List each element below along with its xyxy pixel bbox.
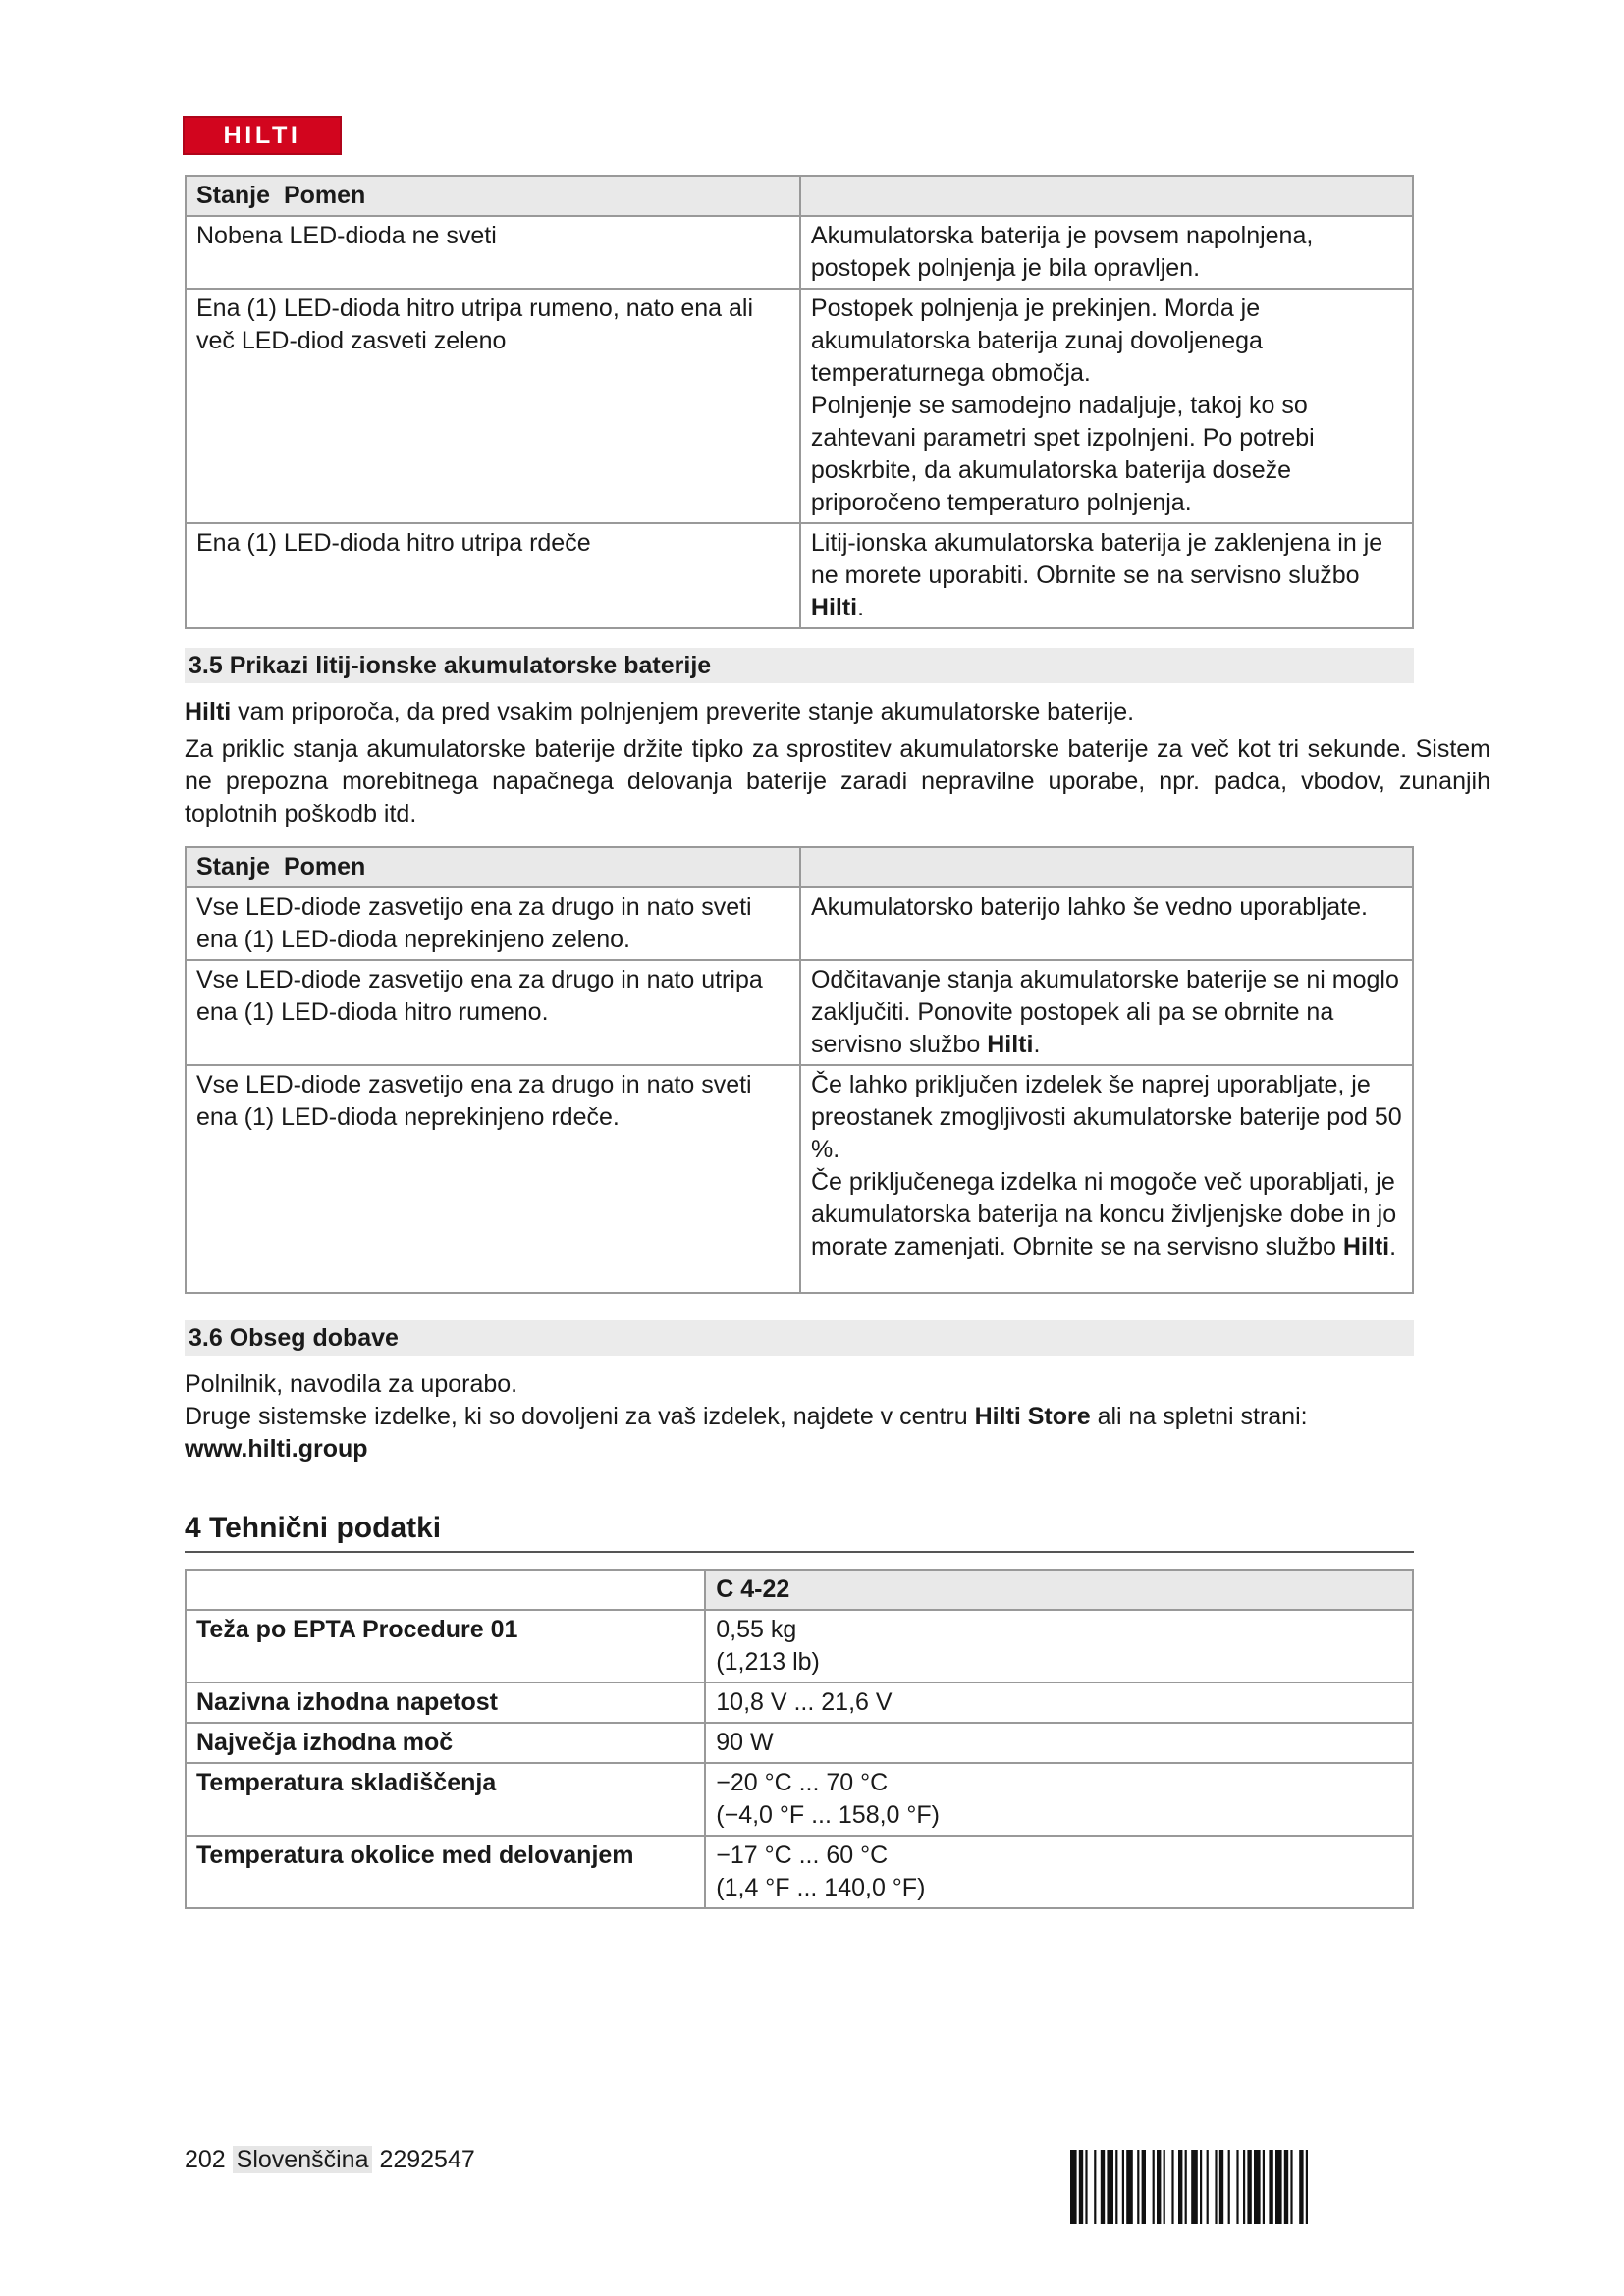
header-cell xyxy=(186,176,800,216)
barcode-bar xyxy=(1191,2150,1198,2224)
header-state: Stanje xyxy=(196,853,271,881)
barcode-bar xyxy=(1219,2150,1223,2224)
meaning-text-2: Polnjenje se samodejno nadaljuje, takoj ko so zahtevani parametri spet izpolnjeni. Po potrebi poskrbite, da akumulatorska baterija doseže priporočeno temperaturo polnjenja. xyxy=(810,392,1315,516)
header-state: Stanje xyxy=(196,182,271,209)
spec-value-imperial: (1,4 °F ... 140,0 °F) xyxy=(716,1874,926,1901)
barcode-bar xyxy=(1079,2150,1083,2224)
barcode xyxy=(1070,2150,1410,2224)
barcode-bar xyxy=(1243,2150,1245,2224)
model-header: C 4-22 xyxy=(705,1570,1413,1610)
barcode-bar xyxy=(1115,2150,1117,2224)
punct: . xyxy=(1389,1233,1397,1260)
brand-name: Hilti xyxy=(987,1031,1034,1058)
header-meaning: Pomen xyxy=(283,182,366,209)
barcode-bar xyxy=(1101,2150,1105,2224)
spec-value: 90 W xyxy=(705,1723,1413,1763)
paragraph xyxy=(185,1401,1414,1466)
spec-value xyxy=(705,1836,1413,1908)
barcode-bar xyxy=(1185,2150,1187,2224)
spec-value-metric: 0,55 kg xyxy=(716,1616,797,1643)
table-row xyxy=(186,1763,1413,1836)
table-header xyxy=(186,847,1413,887)
table-row xyxy=(186,289,1413,523)
barcode-bar xyxy=(1200,2150,1202,2224)
table-row xyxy=(186,216,1413,289)
meaning-cell xyxy=(800,960,1413,1065)
barcode-bar xyxy=(1263,2150,1265,2224)
spec-label: Temperatura okolice med delovanjem xyxy=(186,1836,705,1908)
header-cell-empty xyxy=(800,847,1413,887)
spec-label: Nazivna izhodna napetost xyxy=(186,1682,705,1723)
table-row xyxy=(186,523,1413,628)
state-cell: Vse LED-diode zasvetijo ena za drugo in nato sveti ena (1) LED-dioda neprekinjeno zeleno. xyxy=(186,887,800,960)
barcode-bar xyxy=(1094,2150,1096,2224)
meaning-cell: Akumulatorsko baterijo lahko še vedno uporabljate. xyxy=(800,887,1413,960)
footer-language: Slovenščina xyxy=(233,2146,373,2173)
hilti-logo-mark xyxy=(185,118,340,153)
barcode-bar xyxy=(1254,2150,1261,2224)
store-name: Hilti Store xyxy=(974,1403,1091,1430)
barcode-bar xyxy=(1178,2150,1182,2224)
barcode-bar xyxy=(1290,2150,1292,2224)
meaning-cell xyxy=(800,523,1413,628)
barcode-bar xyxy=(1171,2150,1173,2224)
barcode-bar xyxy=(1157,2150,1161,2224)
brand-name: Hilti xyxy=(1342,1233,1390,1260)
header-cell-empty xyxy=(186,1570,705,1610)
brand-name: Hilti xyxy=(810,594,858,621)
chapter-heading-4: 4 Tehnični podatki xyxy=(185,1508,1414,1553)
barcode-bar xyxy=(1299,2150,1303,2224)
barcode-bar xyxy=(1247,2150,1251,2224)
spec-value xyxy=(705,1610,1413,1682)
table-header xyxy=(186,176,1413,216)
table-row xyxy=(186,887,1413,960)
barcode-bar xyxy=(1153,2150,1155,2224)
spec-value-imperial: (1,213 lb) xyxy=(716,1648,820,1676)
paragraph: Za priklic stanja akumulatorske baterije držite tipko za sprostitev akumulatorske baterije za več kot tri sekunde. Sistem ne prepozna morebitnega napačnega delovanja baterije zaradi nepravilne uporabe, npr. padca, vbodov, zunanjih toplotnih poškodb itd. xyxy=(185,735,1490,828)
paragraph-text: vam priporoča, da pred vsakim polnjenjem preverite stanje akumulatorske baterije. xyxy=(231,698,1135,725)
table-row xyxy=(186,1682,1413,1723)
barcode-bar xyxy=(1207,2150,1209,2224)
state-cell: Ena (1) LED-dioda hitro utripa rdeče xyxy=(186,523,800,628)
section-heading-3-6: 3.6 Obseg dobave xyxy=(185,1320,1414,1356)
paragraph-text: ali na spletni strani: xyxy=(1090,1403,1308,1430)
table-row xyxy=(186,1610,1413,1682)
spec-label: Največja izhodna moč xyxy=(186,1723,705,1763)
website-link[interactable]: www.hilti.group xyxy=(185,1435,368,1463)
paragraph-text: Druge sistemske izdelke, ki so dovoljeni za vaš izdelek, najdete v centru xyxy=(185,1403,975,1430)
header-meaning: Pomen xyxy=(283,853,366,881)
page-footer xyxy=(185,2143,475,2176)
led-status-table-1 xyxy=(185,175,1414,629)
barcode-bar xyxy=(1269,2150,1272,2224)
meaning-text-2 xyxy=(811,1166,1402,1263)
spec-value: 10,8 V ... 21,6 V xyxy=(705,1682,1413,1723)
meaning-cell: Akumulatorska baterija je povsem napolnjena, postopek polnjenja je bila opravljen. xyxy=(800,216,1413,289)
table-row xyxy=(186,960,1413,1065)
barcode-bar xyxy=(1142,2150,1146,2224)
state-cell: Ena (1) LED-dioda hitro utripa rumeno, nato ena ali več LED-diod zasveti zeleno xyxy=(186,289,800,523)
barcode-bar xyxy=(1107,2150,1113,2224)
hilti-logo xyxy=(183,116,342,155)
barcode-bar xyxy=(1122,2150,1124,2224)
document-number: 2292547 xyxy=(379,2146,475,2173)
spec-label: Teža po EPTA Procedure 01 xyxy=(186,1610,705,1682)
barcode-bar xyxy=(1137,2150,1139,2224)
spec-label: Temperatura skladiščenja xyxy=(186,1763,705,1836)
paragraph xyxy=(185,696,1500,728)
header-cell xyxy=(186,847,800,887)
barcode-bar xyxy=(1284,2150,1288,2224)
svg-text:HILTI: HILTI xyxy=(223,122,301,150)
barcode-bar xyxy=(1164,2150,1165,2224)
barcode-bar xyxy=(1215,2150,1217,2224)
section-heading-3-5: 3.5 Prikazi litij-ionske akumulatorske baterije xyxy=(185,648,1414,683)
state-cell: Nobena LED-dioda ne sveti xyxy=(186,216,800,289)
table-header xyxy=(186,1570,1413,1610)
page-number: 202 xyxy=(185,2146,226,2173)
brand-name: Hilti xyxy=(185,698,232,725)
punct: . xyxy=(1033,1031,1041,1058)
technical-data-table xyxy=(185,1569,1414,1909)
spec-value-metric: −17 °C ... 60 °C xyxy=(716,1842,889,1869)
barcode-bar xyxy=(1126,2150,1133,2224)
spec-value-metric: −20 °C ... 70 °C xyxy=(716,1769,889,1796)
paragraph: Polnilnik, navodila za uporabo. xyxy=(185,1370,518,1398)
barcode-bar xyxy=(1306,2150,1308,2224)
barcode-bar xyxy=(1275,2150,1282,2224)
punct: . xyxy=(857,594,865,621)
meaning-text: Litij-ionska akumulatorska baterija je zaklenjena in je ne morete uporabiti. Obrnite se na servisno službo xyxy=(810,529,1383,589)
meaning-text: Če lahko priključen izdelek še naprej uporabljate, je preostanek zmogljivosti akumulatorske baterije pod 50 %. xyxy=(810,1071,1402,1163)
meaning-text: Postopek polnjenja je prekinjen. Morda je akumulatorska baterija zunaj dovoljenega temperaturnega območja. xyxy=(810,294,1263,387)
table-row xyxy=(186,1723,1413,1763)
barcode-bar xyxy=(1070,2150,1077,2224)
spec-value-imperial: (−4,0 °F ... 158,0 °F) xyxy=(716,1801,940,1829)
table-row xyxy=(186,1065,1413,1293)
meaning-cell xyxy=(800,289,1413,523)
header-cell-empty xyxy=(800,176,1413,216)
state-cell: Vse LED-diode zasvetijo ena za drugo in nato utripa ena (1) LED-dioda hitro rumeno. xyxy=(186,960,800,1065)
spec-value xyxy=(705,1763,1413,1836)
barcode-bar xyxy=(1236,2150,1238,2224)
meaning-text: Odčitavanje stanja akumulatorske baterije se ni moglo zaključiti. Ponovite postopek ali pa se obrnite na servisno službo xyxy=(810,966,1399,1058)
state-cell: Vse LED-diode zasvetijo ena za drugo in nato sveti ena (1) LED-dioda neprekinjeno rdeče. xyxy=(186,1065,800,1293)
meaning-text-2-body: Če priključenega izdelka ni mogoče več uporabljati, je akumulatorska baterija na koncu življenjske dobe in jo morate zamenjati. Obrnite se na servisno službo xyxy=(810,1168,1397,1260)
meaning-cell xyxy=(800,1065,1413,1293)
table-row xyxy=(186,1836,1413,1908)
barcode-bar xyxy=(1228,2150,1230,2224)
led-status-table-2 xyxy=(185,846,1414,1294)
barcode-bar xyxy=(1085,2150,1087,2224)
